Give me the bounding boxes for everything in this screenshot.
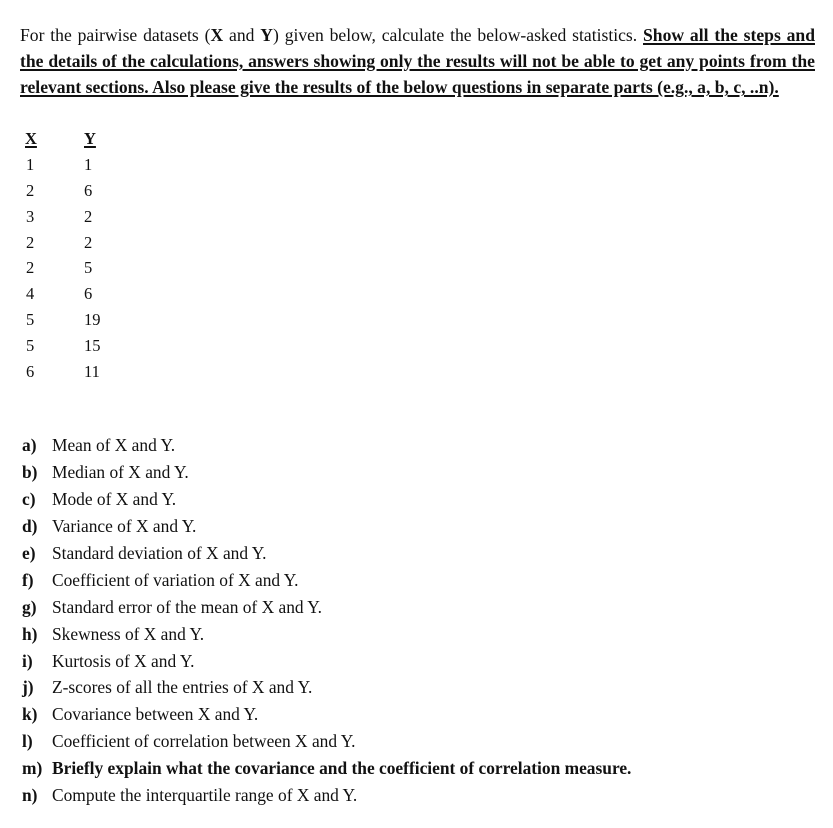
x-cell: 6 (26, 361, 35, 381)
y-variable: Y (260, 24, 273, 45)
y-cell: 11 (84, 361, 100, 381)
question-text: Standard error of the mean of X and Y. (52, 596, 322, 617)
question-item (22, 567, 631, 594)
question-text: Mode of X and Y. (52, 488, 177, 509)
question-text: Coefficient of correlation between X and Y. (52, 731, 356, 752)
y-cell: 15 (84, 336, 101, 356)
question-text: Z-scores of all the entries of X and Y. (52, 677, 313, 698)
x-cell: 5 (26, 310, 35, 330)
intro-and: and (223, 24, 261, 45)
question-label: c) (22, 488, 36, 509)
question-text: Covariance between X and Y. (52, 704, 259, 725)
question-text-bold: Briefly explain what the covariance and the coefficient of correlation measure. (52, 758, 632, 779)
question-label: g) (22, 596, 37, 617)
x-cell: 2 (26, 180, 35, 200)
x-cell: 1 (26, 154, 35, 174)
question-item (22, 594, 631, 621)
question-text: Compute the interquartile range of X and Y. (52, 785, 358, 806)
question-label: j) (22, 677, 34, 698)
question-item (22, 513, 631, 540)
emphasized-instructions: Show all the steps and the details of the calculations, answers showing only the results will not be able to get any points from the relevant sections. Also please give the results of the below questions in separate parts (e.g., a, b, c, ..n). (20, 24, 815, 97)
question-label: h) (22, 623, 38, 644)
question-item (22, 540, 631, 567)
table-row (23, 281, 124, 307)
table-row (23, 152, 124, 178)
question-label: e) (22, 542, 36, 563)
question-label: a) (22, 435, 37, 455)
question-text: Coefficient of variation of X and Y. (52, 569, 299, 590)
x-cell: 3 (26, 206, 35, 226)
question-list (22, 432, 631, 809)
column-header-x: X (25, 128, 37, 148)
y-cell: 6 (84, 180, 93, 200)
y-cell: 1 (84, 154, 93, 174)
question-item (22, 459, 631, 486)
question-label: m) (22, 758, 43, 779)
question-text: Standard deviation of X and Y. (52, 542, 267, 563)
x-cell: 2 (26, 232, 35, 252)
question-item (22, 782, 631, 809)
question-item (22, 648, 631, 675)
table-header-row (23, 126, 124, 152)
question-item (22, 432, 631, 459)
question-item (22, 755, 631, 782)
intro-text-start: For the pairwise datasets ( (20, 24, 211, 45)
intro-text-middle: ) given below, calculate the below-asked statistics. (273, 24, 644, 45)
y-cell: 19 (84, 310, 101, 330)
question-label: i) (22, 650, 33, 671)
table-row (23, 178, 124, 204)
question-text: Median of X and Y. (52, 461, 189, 482)
y-cell: 2 (84, 232, 93, 252)
x-cell: 4 (26, 284, 35, 304)
question-text: Kurtosis of X and Y. (52, 650, 195, 671)
x-cell: 2 (26, 258, 35, 278)
table-row (23, 230, 124, 256)
x-variable: X (210, 24, 224, 45)
data-table (23, 126, 124, 385)
y-cell: 2 (84, 206, 93, 226)
question-label: k) (22, 704, 38, 725)
table-row (23, 204, 124, 230)
x-cell: 5 (26, 336, 35, 356)
question-item (22, 621, 631, 648)
question-text: Variance of X and Y. (52, 515, 197, 536)
question-label: f) (22, 569, 34, 590)
question-label: b) (22, 461, 38, 482)
table-row (23, 359, 124, 385)
table-row (23, 255, 124, 281)
question-item (22, 728, 631, 755)
table-row (23, 333, 124, 359)
y-cell: 5 (84, 258, 93, 278)
question-text: Skewness of X and Y. (52, 623, 205, 644)
question-item (22, 674, 631, 701)
table-row (23, 307, 124, 333)
question-text: Mean of X and Y. (52, 435, 176, 455)
question-label: n) (22, 785, 38, 806)
question-label: d) (22, 515, 38, 536)
question-item (22, 486, 631, 513)
question-item (22, 701, 631, 728)
y-cell: 6 (84, 284, 93, 304)
instructions-paragraph (20, 22, 815, 101)
question-label: l) (22, 731, 33, 752)
column-header-y: Y (84, 128, 96, 148)
